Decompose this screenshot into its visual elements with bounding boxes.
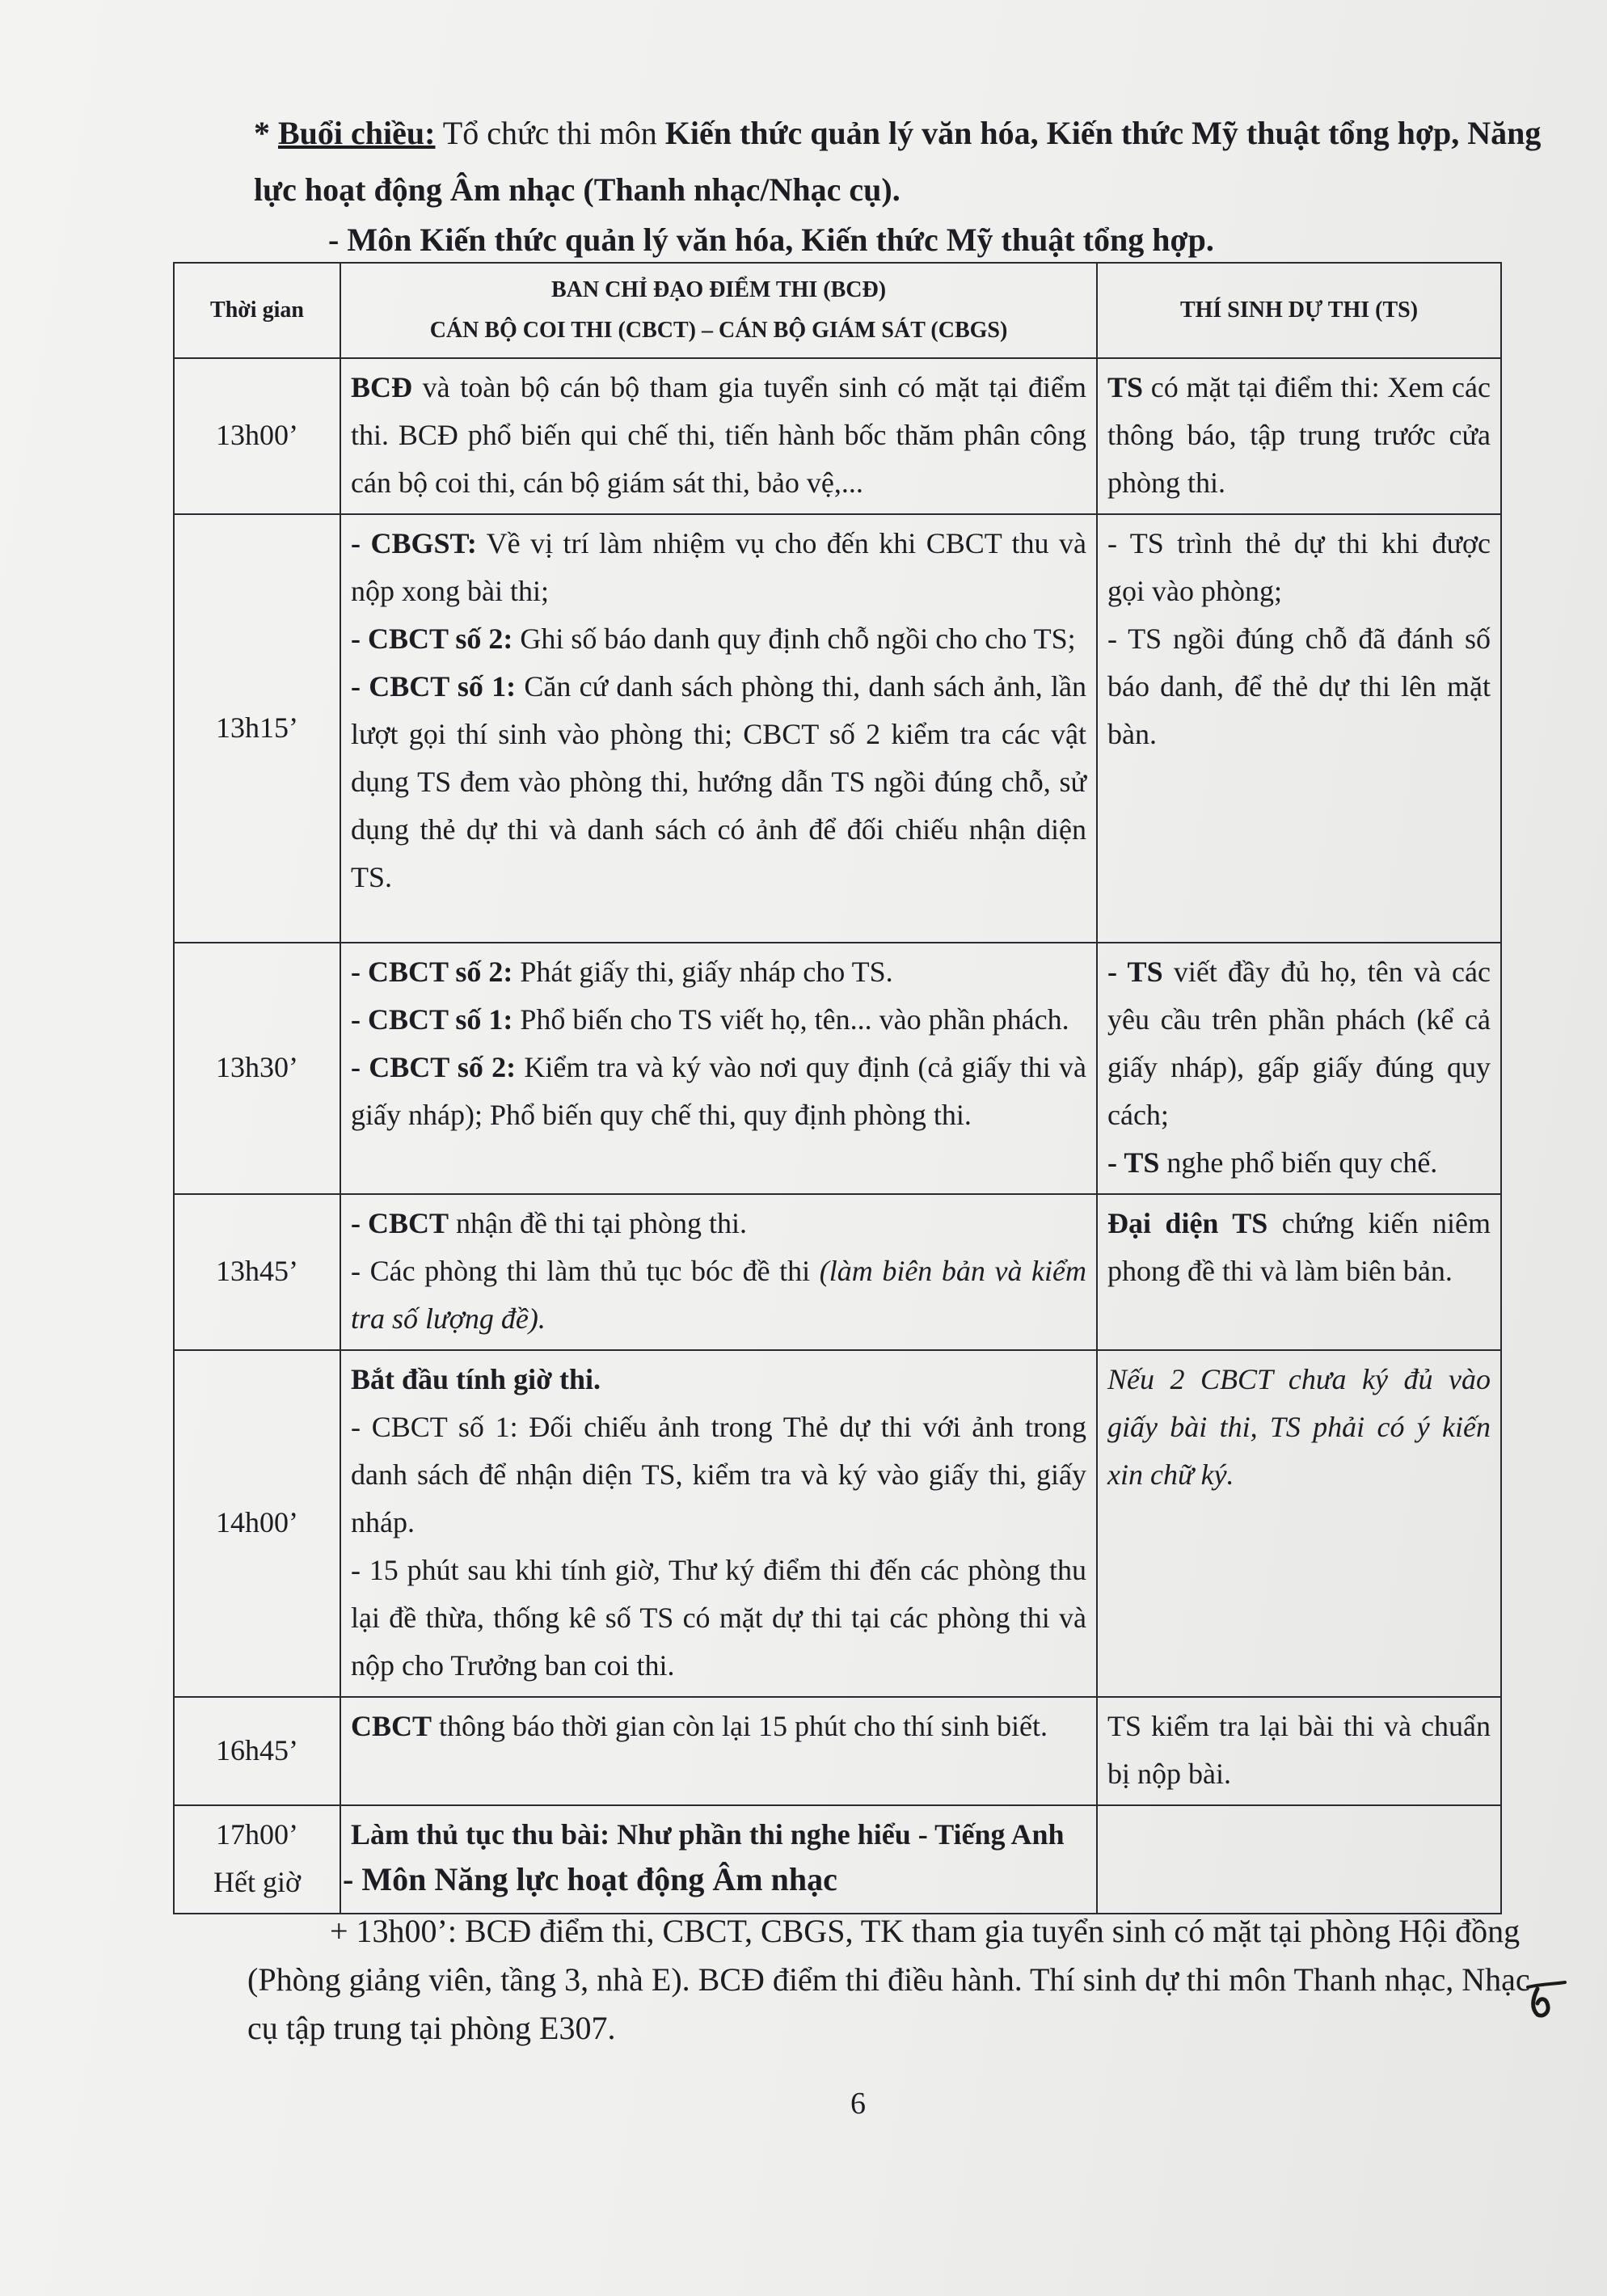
staff-text: Về vị trí làm nhiệm vụ cho đến khi CBCT thu và nộp xong bài thi; xyxy=(351,527,1086,607)
staff-bold-text: Làm thủ tục thu bài: Như phần thi nghe hiểu - Tiếng Anh xyxy=(351,1818,1065,1851)
row-time-line: 13h30’ xyxy=(216,1051,298,1083)
afternoon-label: Buổi chiều: xyxy=(278,115,436,151)
staff-paragraph xyxy=(351,615,1086,663)
staff-italic-text: (làm biên bản và kiểm tra số lượng đề). xyxy=(351,1255,1086,1335)
table-row xyxy=(174,1350,1501,1697)
table-row xyxy=(174,1697,1501,1805)
row-staff-actions xyxy=(340,943,1097,1194)
candidate-text: nghe phổ biến quy chế. xyxy=(1159,1146,1438,1179)
candidate-paragraph xyxy=(1107,1703,1491,1798)
staff-paragraph xyxy=(351,520,1086,615)
row-staff-actions xyxy=(340,1350,1097,1697)
staff-text: - 15 phút sau khi tính giờ, Thư ký điểm thi đến các phòng thu lại đề thừa, thống kê số TS có mặt dự thi tại các phòng thi và nộp cho Trưởng ban coi thi. xyxy=(351,1554,1086,1682)
staff-text: và toàn bộ cán bộ tham gia tuyển sinh có mặt tại điểm thi. BCĐ phổ biến qui chế thi, tiến hành bốc thăm phân công cán bộ coi thi, cán bộ giám sát thi, bảo vệ,... xyxy=(351,371,1086,499)
staff-paragraph xyxy=(351,1247,1086,1343)
candidate-text: viết đầy đủ họ, tên và các yêu cầu trên phần phách (kể cả giấy nháp), gấp giấy đúng quy cách; xyxy=(1107,956,1491,1131)
row-time xyxy=(174,358,340,514)
staff-bold-text: - CBCT số 2: xyxy=(351,623,513,655)
staff-text: - Các phòng thi làm thủ tục bóc đề thi xyxy=(351,1255,820,1287)
staff-bold-text: - CBCT số 2: xyxy=(351,956,513,988)
candidate-paragraph xyxy=(1107,948,1491,1139)
staff-text: Căn cứ danh sách phòng thi, danh sách ảnh, lần lượt gọi thí sinh vào phòng thi; CBCT số 2 kiểm tra các vật dụng TS đem vào phòng thi, hướng dẫn TS ngồi đúng chỗ, sử dụng thẻ dự thi và danh sách có ảnh để đối chiếu nhận diện TS. xyxy=(351,670,1086,893)
header-staff-line1: BAN CHỈ ĐẠO ĐIỂM THI (BCĐ) xyxy=(550,277,887,302)
candidate-paragraph xyxy=(1107,1200,1491,1295)
candidate-bold-text: - TS xyxy=(1107,1146,1160,1179)
row-staff-actions xyxy=(340,358,1097,514)
row-time xyxy=(174,1697,340,1805)
candidate-paragraph xyxy=(1107,364,1491,507)
candidate-text: - TS ngồi đúng chỗ đã đánh số báo danh, để thẻ dự thi lên mặt bàn. xyxy=(1107,623,1491,750)
table-header-row xyxy=(174,263,1501,358)
candidate-bold-text: - TS xyxy=(1107,956,1163,988)
header-staff xyxy=(340,263,1097,358)
staff-text: Ghi số báo danh quy định chỗ ngồi cho cho TS; xyxy=(512,623,1076,655)
row-staff-actions xyxy=(340,1697,1097,1805)
music-heading: - Môn Năng lực hoạt động Âm nhạc xyxy=(343,1861,837,1897)
staff-bold-text: - CBCT xyxy=(351,1207,449,1239)
pen-mark-icon xyxy=(1523,1979,1568,2021)
row-candidate-actions xyxy=(1097,1805,1501,1914)
table-row xyxy=(174,514,1501,943)
row-time xyxy=(174,514,340,943)
bullet-star: * xyxy=(254,115,278,151)
staff-paragraph xyxy=(351,996,1086,1044)
page-number: 6 xyxy=(850,2087,866,2121)
staff-bold-text: - CBCT số 1: xyxy=(351,670,517,703)
table-row xyxy=(174,943,1501,1194)
schedule-rows xyxy=(174,358,1501,1914)
row-time-line: 14h00’ xyxy=(216,1506,298,1538)
staff-text: - CBCT số 1: Đối chiếu ảnh trong Thẻ dự thi với ảnh trong danh sách để nhận diện TS, kiểm tra và ký vào giấy thi, giấy nháp. xyxy=(351,1411,1086,1538)
row-time-line: Hết giờ xyxy=(213,1866,302,1898)
music-line-3: cụ tập trung tại phòng E307. xyxy=(247,2010,616,2046)
table-row xyxy=(174,1194,1501,1350)
header-candidate: THÍ SINH DỰ THI (TS) xyxy=(1097,263,1501,358)
row-time xyxy=(174,1194,340,1350)
staff-paragraph xyxy=(351,1703,1086,1750)
staff-paragraph xyxy=(351,1044,1086,1139)
row-time-line: 13h15’ xyxy=(216,711,298,744)
row-candidate-actions xyxy=(1097,358,1501,514)
row-time xyxy=(174,943,340,1194)
staff-text: nhận đề thi tại phòng thi. xyxy=(449,1207,747,1239)
staff-text: thông báo thời gian còn lại 15 phút cho thí sinh biết. xyxy=(432,1710,1048,1742)
afternoon-subjects: Kiến thức quản lý văn hóa, Kiến thức Mỹ thuật tổng hợp, Năng xyxy=(664,115,1542,151)
candidate-paragraph xyxy=(1107,615,1491,758)
afternoon-heading xyxy=(254,105,1541,162)
row-time-line: 13h45’ xyxy=(216,1255,298,1287)
row-time xyxy=(174,1350,340,1697)
staff-paragraph xyxy=(351,1547,1086,1690)
row-time-line: 16h45’ xyxy=(216,1733,298,1766)
row-time-line: 17h00’ xyxy=(216,1818,298,1851)
candidate-paragraph xyxy=(1107,1139,1491,1187)
afternoon-text: Tổ chức thi môn xyxy=(435,115,665,151)
staff-paragraph xyxy=(351,1200,1086,1247)
staff-bold-text: - CBCT số 1: xyxy=(351,1003,513,1036)
candidate-italic-text: Nếu 2 CBCT chưa ký đủ vào giấy bài thi, TS phải có ý kiến xin chữ ký. xyxy=(1107,1363,1491,1491)
candidate-paragraph xyxy=(1107,1356,1491,1499)
staff-bold-text: CBCT xyxy=(351,1710,432,1742)
staff-text: Phát giấy thi, giấy nháp cho TS. xyxy=(512,956,893,988)
table-row xyxy=(174,358,1501,514)
schedule-table xyxy=(173,262,1502,1914)
row-staff-actions xyxy=(340,1194,1097,1350)
subject-heading: - Môn Kiến thức quản lý văn hóa, Kiến thức Mỹ thuật tổng hợp. xyxy=(328,222,1214,258)
row-candidate-actions xyxy=(1097,514,1501,943)
row-candidate-actions xyxy=(1097,1350,1501,1697)
row-candidate-actions xyxy=(1097,1697,1501,1805)
candidate-bold-text: Đại diện TS xyxy=(1107,1207,1268,1239)
candidate-bold-text: TS xyxy=(1107,371,1144,403)
header-time: Thời gian xyxy=(174,263,340,358)
staff-paragraph xyxy=(351,364,1086,507)
staff-bold-text: BCĐ xyxy=(351,371,413,403)
candidate-text: TS kiểm tra lại bài thi và chuẩn bị nộp bài. xyxy=(1107,1710,1491,1790)
staff-paragraph xyxy=(351,1403,1086,1547)
staff-text: Kiểm tra và ký vào nơi quy định (cả giấy thi và giấy nháp); Phổ biến quy chế thi, quy định phòng thi. xyxy=(351,1051,1087,1131)
candidate-text: có mặt tại điểm thi: Xem các thông báo, tập trung trước cửa phòng thi. xyxy=(1107,371,1491,499)
candidate-paragraph xyxy=(1107,520,1491,615)
afternoon-heading-cont: lực hoạt động Âm nhạc (Thanh nhạc/Nhạc cụ). xyxy=(254,171,901,208)
row-time-line: 13h00’ xyxy=(216,419,298,451)
staff-text: Phổ biến cho TS viết họ, tên... vào phần phách. xyxy=(512,1003,1069,1036)
candidate-text: chứng kiến niêm phong đề thi và làm biên bản. xyxy=(1107,1207,1491,1287)
staff-paragraph xyxy=(351,948,1086,996)
row-candidate-actions xyxy=(1097,1194,1501,1350)
row-staff-actions xyxy=(340,514,1097,943)
row-time xyxy=(174,1805,340,1914)
header-staff-line2: CÁN BỘ COI THI (CBCT) – CÁN BỘ GIÁM SÁT (CBGS) xyxy=(429,318,1008,343)
staff-paragraph xyxy=(351,1356,1086,1403)
row-candidate-actions xyxy=(1097,943,1501,1194)
staff-bold-text: Bắt đầu tính giờ thi. xyxy=(351,1363,601,1395)
music-line-1: + 13h00’: BCĐ điểm thi, CBCT, CBGS, TK tham gia tuyển sinh có mặt tại phòng Hội đồng xyxy=(330,1913,1521,1949)
staff-bold-text: - CBGST: xyxy=(351,527,477,559)
music-line-2: (Phòng giảng viên, tầng 3, nhà E). BCĐ điểm thi điều hành. Thí sinh dự thi môn Thanh nhạc, Nhạc xyxy=(247,1961,1530,1998)
staff-bold-text: - CBCT số 2: xyxy=(351,1051,517,1083)
candidate-text: - TS trình thẻ dự thi khi được gọi vào phòng; xyxy=(1107,527,1491,607)
staff-paragraph xyxy=(351,663,1086,901)
